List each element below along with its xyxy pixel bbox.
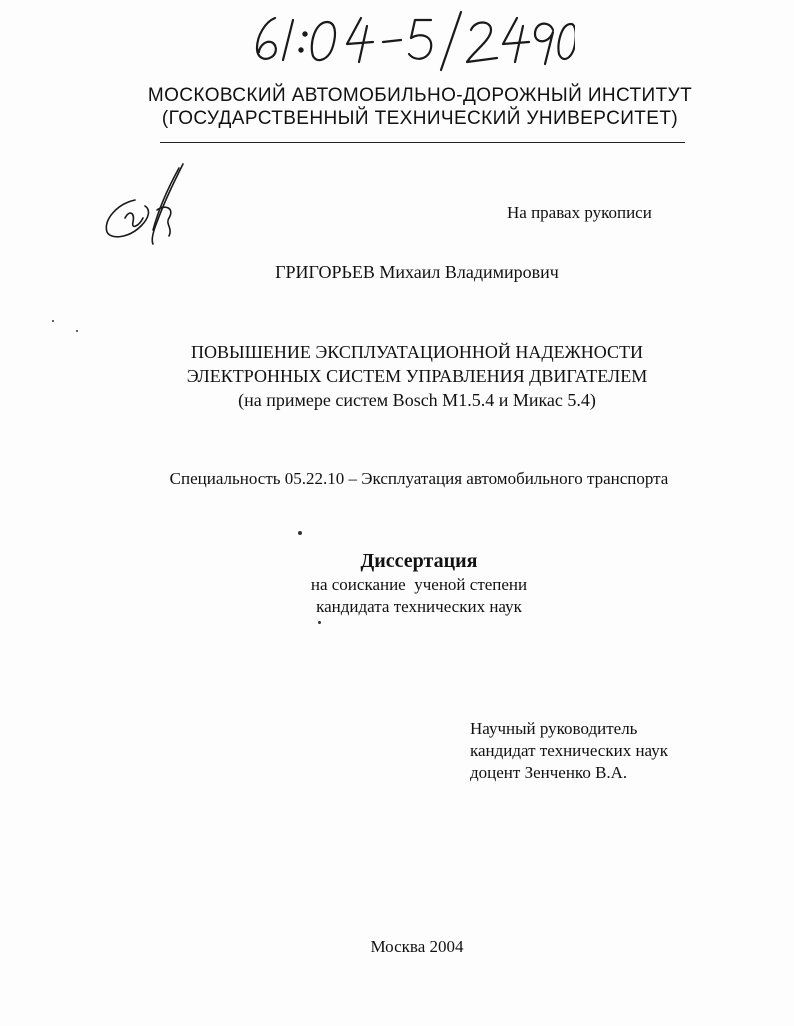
signature-mark bbox=[95, 160, 195, 250]
institution-line-1: МОСКОВСКИЙ АВТОМОБИЛЬНО-ДОРОЖНЫЙ ИНСТИТУТ bbox=[147, 85, 693, 106]
title-line-2: ЭЛЕКТРОННЫХ СИСТЕМ УПРАВЛЕНИЯ ДВИГАТЕЛЕМ bbox=[186, 366, 648, 386]
scan-speck bbox=[76, 330, 78, 332]
institution-line-2: (ГОСУДАРСТВЕННЫЙ ТЕХНИЧЕСКИЙ УНИВЕРСИТЕТ) bbox=[161, 108, 679, 129]
institution-name bbox=[130, 84, 710, 130]
scan-speck bbox=[298, 531, 302, 535]
header-divider bbox=[160, 142, 685, 143]
supervisor-line-2: кандидат технических наук bbox=[470, 741, 668, 760]
dissertation-heading: Диссертация bbox=[360, 550, 478, 572]
dissertation-title bbox=[0, 340, 794, 412]
degree-line-2: кандидата технических наук bbox=[316, 597, 522, 616]
rights-note: На правах рукописи bbox=[507, 203, 652, 222]
scan-speck bbox=[318, 621, 321, 624]
title-line-1: ПОВЫШЕНИЕ ЭКСПЛУАТАЦИОННОЙ НАДЕЖНОСТИ bbox=[191, 342, 643, 362]
handwritten-archive-number bbox=[235, 4, 575, 74]
specialty-line: Специальность 05.22.10 – Эксплуатация автомобильного транспорта bbox=[169, 469, 669, 488]
supervisor-block bbox=[470, 718, 668, 784]
supervisor-line-1: Научный руководитель bbox=[470, 719, 638, 738]
degree-line-1: на соискание ученой степени bbox=[310, 575, 528, 594]
dissertation-block bbox=[0, 548, 794, 618]
supervisor-line-3: доцент Зенченко В.А. bbox=[470, 763, 628, 782]
title-line-3: (на примере систем Bosch M1.5.4 и Микас 5.4) bbox=[238, 390, 596, 410]
author-name: ГРИГОРЬЕВ Михаил Владимирович bbox=[275, 262, 559, 282]
city-year: Москва 2004 bbox=[370, 937, 464, 956]
scan-speck bbox=[52, 320, 54, 322]
